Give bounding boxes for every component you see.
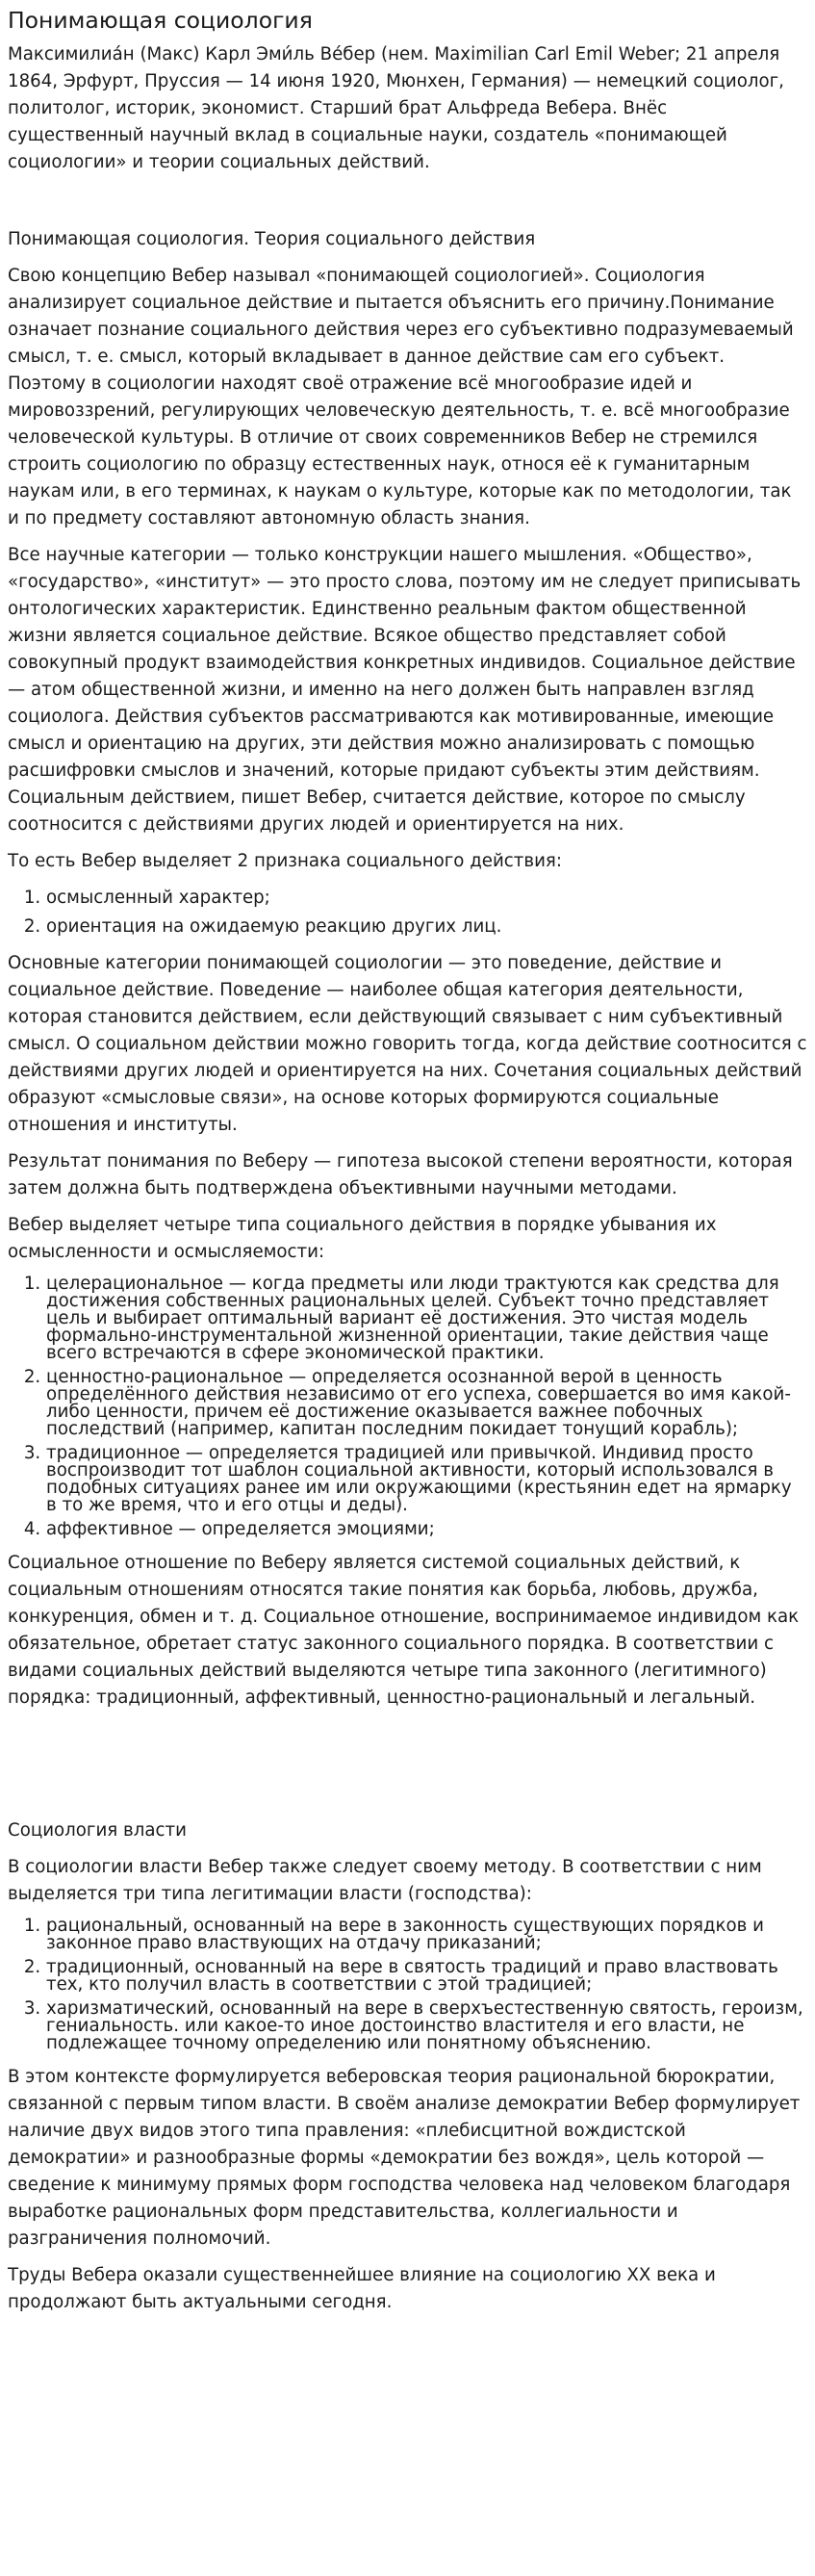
list-item: 3. традиционное — определяется традицией или привычкой. Индивид просто воспроизводит тот шаблон социальной активности, который использовался в подобных ситуациях ранее им или окружающими (крестьянин едет на ярмарку в то же время, что и его отцы и деды). (46, 1445, 807, 1514)
paragraph: Результат понимания по Веберу — гипотеза высокой степени вероятности, которая затем должна быть подтверждена объективными научными методами. (8, 1151, 793, 1198)
list-item: 1. осмысленный характер; (46, 885, 807, 912)
power-types-list (8, 1918, 807, 2052)
list-item: 3. харизматический, основанный на вере в сверхъестественную святость, героизм, гениальность. или какое-то иное достоинство властителя и его власти, не подлежащее точному определению или понятному объяснению. (46, 2000, 807, 2052)
paragraph: В социологии власти Вебер также следует своему методу. В соответствии с ним выделяется три типа легитимации власти (господства): (8, 1857, 762, 1904)
paragraph: Все научные категории — только конструкции нашего мышления. «Общество», «государство», «институт» — это просто слова, поэтому им не следует приписывать онтологических характеристик. Единственно реальным фактом общественной жизни является социальное действие. Всякое общество представляет собой совокупный продукт взаимодействия конкретных индивидов. Социальное действие — атом общественной жизни, и именно на него должен быть направлен взгляд социолога. Действия субъектов рассматриваются как мотивированные, имеющие смысл и ориентацию на других, эти действия можно анализировать с помощью расшифровки смыслов и значений, которые придают субъекты этим действиям. Социальным действием, пишет Вебер, считается действие, которое по смыслу соотносится с действиями других людей и ориентируется на них. (8, 545, 802, 835)
paragraph: Вебер выделяет четыре типа социального действия в порядке убывания их осмысленности и осмысляемости: (8, 1215, 717, 1262)
spacer (8, 1721, 807, 1817)
page-title: Понимающая социология (8, 7, 313, 34)
spacer (8, 186, 807, 226)
intro-paragraph: Максимилиа́н (Макс) Карл Эми́ль Ве́бер (нем. Maximilian Carl Emil Weber; 21 апреля 1864, Эрфурт, Пруссия — 14 июня 1920, Мюнхен, Германия) — немецкий социолог, политолог, историк, экономист. Старший брат Альфреда Вебера. Внёс существенный научный вклад в социальные науки, создатель «понимающей социологии» и теории социальных действий. (8, 44, 784, 172)
list-item: 1. рациональный, основанный на вере в законность существующих порядков и законное право властвующих на отдачу приказаний; (46, 1918, 807, 1952)
list-item: 2. традиционный, основанный на вере в святость традиций и право властвовать тех, кто получил власть в соответствии с этой традицией; (46, 1959, 807, 1994)
paragraph: Труды Вебера оказали существеннейшее влияние на социологию XX века и продолжают быть актуальными сегодня. (8, 2265, 716, 2312)
list-item: 4. аффективное — определяется эмоциями; (46, 1521, 807, 1538)
list-item: 2. ориентация на ожидаемую реакцию других лиц. (46, 914, 807, 940)
list-item: 2. ценностно-рациональное — определяется осознанной верой в ценность определённого действия независимо от его успеха, совершается во имя какой-либо ценности, причем её достижение оказывается важнее побочных последствий (например, капитан последним покидает тонущий корабль); (46, 1369, 807, 1438)
list-item: 1. целерациональное — когда предметы или люди трактуются как средства для достижения собственных рациональных целей. Субъект точно представляет цель и выбирает оптимальный вариант её достижения. Это чистая модель формально-инструментальной жизненной ориентации, такие действия чаще всего встречаются в сфере экономической практики. (46, 1275, 807, 1362)
paragraph: Социальное отношение по Веберу является системой социальных действий, к социальным отношениям относятся такие понятия как борьба, любовь, дружба, конкуренция, обмен и т. д. Социальное отношение, воспринимаемое индивидом как обязательное, обретает статус законного социального порядка. В соответствии с видами социальных действий выделяются четыре типа законного (легитимного) порядка: традиционный, аффективный, ценностно-рациональный и легальный. (8, 1553, 800, 1708)
paragraph: То есть Вебер выделяет 2 признака социального действия: (8, 851, 562, 871)
social-action-signs-list (8, 885, 807, 940)
section-heading-sociology-of-power: Социология власти (8, 1820, 187, 1841)
paragraph: В этом контексте формулируется веберовская теория рациональной бюрократии, связанной с первым типом власти. В своём анализе демократии Вебер формулирует наличие двух видов этого типа правления: «плебисцитной вождистской демократии» и разнообразные формы «демократии без вождя», цель которой — сведение к минимуму прямых форм господства человека над человеком благодаря выработке рациональных форм представительства, коллегиальности и разграничения полномочий. (8, 2067, 801, 2249)
paragraph: Свою концепцию Вебер называл «понимающей социологией». Социология анализирует социальное действие и пытается объяснить его причину.Понимание означает познание социального действия через его субъективно подразумеваемый смысл, т. е. смысл, который вкладывает в данное действие сам его субъект. Поэтому в социологии находят своё отражение всё многообразие идей и мировоззрений, регулирующих человеческую деятельность, т. е. всё многообразие человеческой культуры. В отличие от своих современников Вебер не стремился строить социологию по образцу естественных наук, относя её к гуманитарным наукам или, в его терминах, к наукам о культуре, которые как по методологии, так и по предмету составляют автономную область знания. (8, 266, 794, 528)
paragraph: Основные категории понимающей социологии — это поведение, действие и социальное действие. Поведение — наиболее общая категория деятельности, которая становится действием, если действующий связывает с ним субъективный смысл. О социальном действии можно говорить тогда, когда действие соотносится с действиями других людей и ориентируется на них. Сочетания социальных действий образуют «смысловые связи», на основе которых формируются социальные отношения и институты. (8, 953, 807, 1135)
article (0, 6, 815, 2316)
section-heading-understanding-sociology: Понимающая социология. Теория социального действия (8, 229, 536, 249)
action-types-list (8, 1275, 807, 1538)
